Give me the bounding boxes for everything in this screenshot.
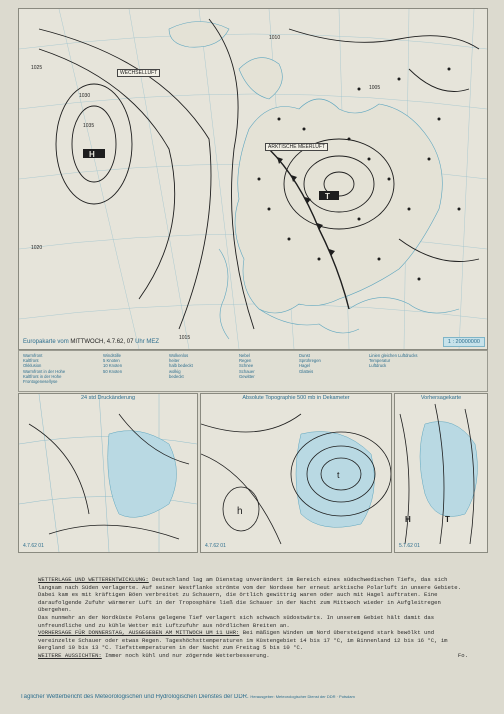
forecast-title: Vorhersagekarte [420,395,462,401]
weather-report-text [38,576,468,660]
forecast-map [394,393,488,553]
europe-weather-map [18,8,488,350]
signature: Fo. [457,651,468,659]
topography-drawing [201,394,391,552]
low-center-mark: T [325,192,330,201]
paragraph-outlook: WEITERE AUSSICHTEN: Immer noch kühl und nur zögernde Wetterbesserung. Fo. [38,651,468,659]
low-mark-forecast: T [445,515,450,524]
paragraph-forecast: VORHERSAGE FÜR DONNERSTAG, AUSGEGEBEN AM MITTWOCH UM 11 UHR: Bei mäßigen Winden um Nord übersteigend stark bewölkt und vereinzelte Schauer oder etwas Regen. Tageshöchsttemperaturen im Küstengebiet 14 bis 17 °C, im Binnenland 12 bis 16 °C, im Bergland 10 bis 13 °C. Tiefsttemperaturen in der Nacht zum Freitag 5 bis 10 °C. [38,629,448,652]
map-drawing [19,9,487,349]
map-legend [18,350,488,392]
legend-weather: Nebel Regen Schnee Schauer Gewitter [239,353,255,379]
svg-text:1035: 1035 [83,123,95,129]
pressure-change-drawing [19,394,197,552]
paragraph-situation: WETTERLAGE UND WETTERENTWICKLUNG: Deutschland lag am Dienstag unverändert im Bereich eines südschwedischen Tiefs, das sich langsam nach Süden verlagerte. Auf seiner Westflanke strömte vom der Nordsee her erneut arktische Polarluft in unsere Gebiete. Dabei kam es mit kräftigen Böen verbreitet zu Schauern, die örtlich gewittrig waren oder auch mit Hagel auftraten. Eine daraufolgende Zufuhr wärmerer Luft in der Troposphäre ließ die Schauer in der Nacht zum Mittwoch wieder in Aufgleitregen übergehen. [38,576,461,614]
svg-text:1025: 1025 [31,65,43,71]
paragraph-development: Das nunmehr an der Nordküste Polens gelegene Tief verlagert sich schwach südostwärts. In unserem Gebiet hält damit das unfreundliche und zu kühle Wetter mit Luftzufuhr aus nördlichen Breiten an. [38,613,435,629]
mini-maps-row [18,393,486,553]
air-mass-label-arctic: ARKTISCHE MEERLUFT [265,143,328,151]
low-mark-topo: t [337,470,340,480]
high-center-mark: H [89,150,95,159]
legend-cloud: Wolkenlos heiter halb bedeckt wolkig bedeckt [169,353,193,379]
pressure-change-title: 24 std Druckänderung [80,395,136,401]
svg-text:1015: 1015 [179,335,191,341]
footer [20,694,490,700]
map-scale: 1 : 20000000 [443,337,485,347]
footer-title: Täglicher Wetterbericht des Meteorologischen und Hydrologischen Dienstes der DDR. [20,694,249,700]
pressure-change-map [18,393,198,553]
map-caption: Europakarte vom MITTWOCH, 4.7.62, 07 Uhr MEZ [23,339,160,345]
topography-title: Absolute Topographie 500 mb in Dekameter [242,395,350,401]
svg-text:1010: 1010 [269,35,281,41]
coastlines [169,22,459,340]
forecast-date: 5.7.62 01 [399,543,420,549]
svg-text:1020: 1020 [31,245,43,251]
pressure-change-date: 4.7.62 01 [23,543,44,549]
svg-text:1030: 1030 [79,93,91,99]
legend-wind: Windstille 5 Knoten 10 Knoten 50 Knoten [103,353,123,374]
air-mass-label-west: WECHSELLUFT [117,69,160,77]
topography-map [200,393,392,553]
high-mark-topo: h [237,506,243,517]
forecast-drawing [395,394,487,552]
legend-phenomena: Dunst Sprühregen Hagel Glatteis [299,353,321,374]
legend-lines: Linien gleichen Luftdrucks Temperatur Luftdruck [369,353,418,369]
legend-fronts: Warmfront Kaltfront Okklusion Warmfront in der Hohe Kaltfront in der Hohe Frontogenese/lyse [23,353,66,385]
topography-date: 4.7.62 01 [205,543,226,549]
svg-text:1005: 1005 [369,85,381,91]
footer-publisher: Herausgeber: Meteorologischer Dienst der DDR · Potsdam [250,694,355,699]
high-mark-forecast: H [405,515,411,524]
